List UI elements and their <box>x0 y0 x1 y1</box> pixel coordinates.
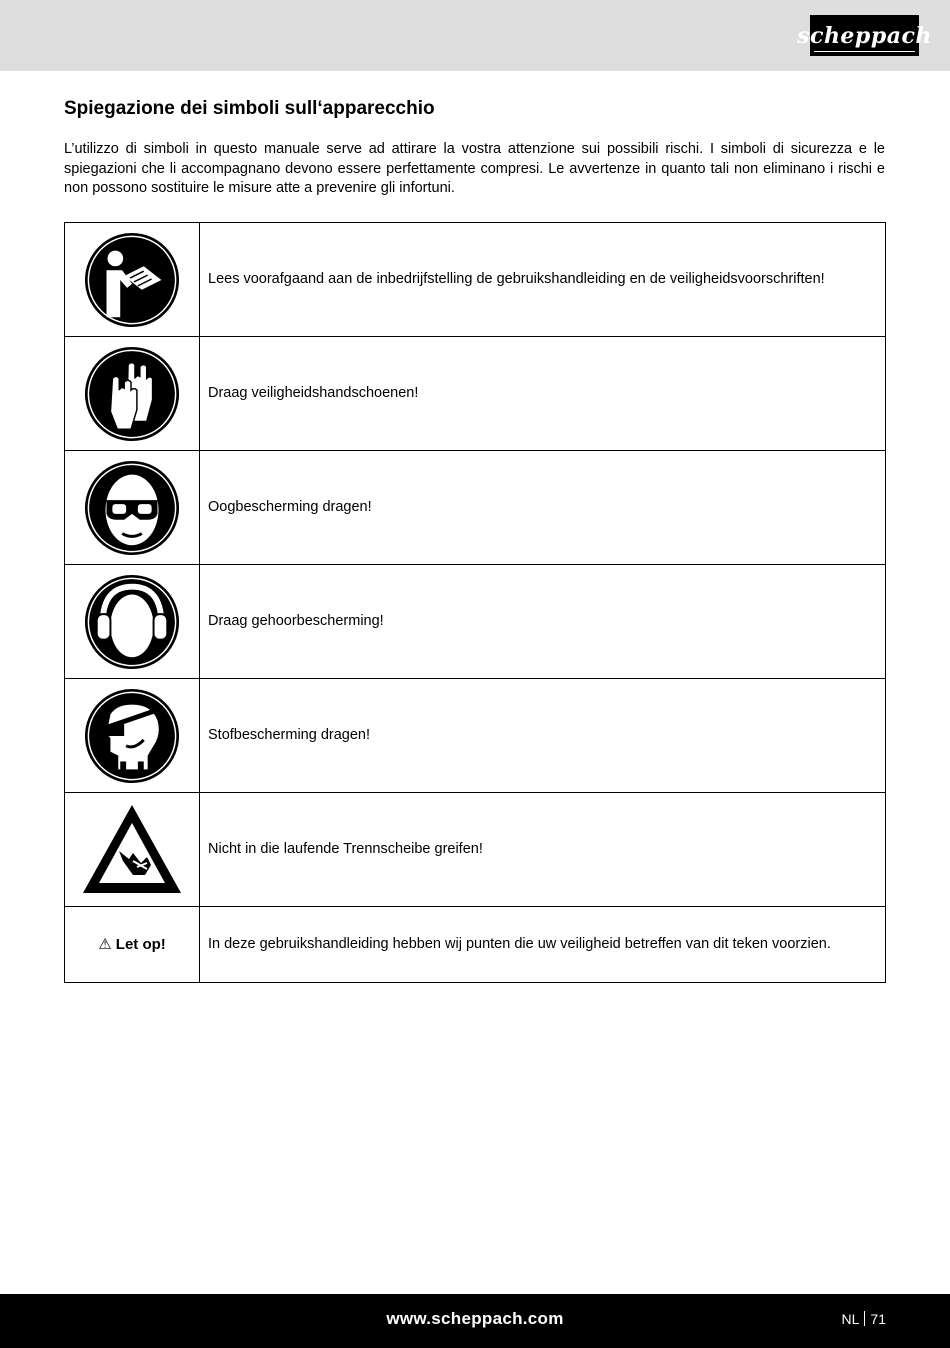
table-row <box>65 679 886 793</box>
table-row <box>65 565 886 679</box>
table-row <box>65 793 886 907</box>
page-indicator <box>842 1311 886 1327</box>
table-row <box>65 451 886 565</box>
symbol-description: Nicht in die laufende Trennscheibe greifen! <box>200 793 886 907</box>
dust-mask-icon <box>83 687 181 785</box>
safety-gloves-icon <box>83 345 181 443</box>
table-row <box>65 907 886 983</box>
warning-label: ⚠ Let op! <box>98 936 166 953</box>
hand-blade-warning-icon <box>79 801 185 899</box>
table-row <box>65 337 886 451</box>
symbol-description: Draag veiligheidshandschoenen! <box>200 337 886 451</box>
scheppach-logo: scheppach <box>810 15 919 56</box>
eye-protection-icon <box>83 459 181 557</box>
language-code: NL <box>841 1311 860 1327</box>
symbol-description: Stofbescherming dragen! <box>200 679 886 793</box>
page-title: Spiegazione dei simboli sull‘apparecchio <box>64 98 435 119</box>
note-description: In deze gebruikshandleiding hebben wij punten die uw veiligheid betreffen van dit teken voorzien. <box>200 907 886 983</box>
footer-bar <box>0 1294 950 1348</box>
intro-paragraph: L’utilizzo di simboli in questo manuale serve ad attirare la vostra attenzione sui possibili rischi. I simboli di sicurezza e le spiegazioni che li accompagnano devono essere perfettamente compresi. Le avvertenze in quanto tali non eliminano i rischi e non possono sostituire le misure atte a prevenire gli infortuni. <box>64 141 885 196</box>
separator <box>864 1311 865 1326</box>
symbol-description: Oogbescherming dragen! <box>200 451 886 565</box>
header-bar <box>0 0 950 71</box>
symbol-description: Draag gehoorbescherming! <box>200 565 886 679</box>
symbol-description: Lees voorafgaand aan de inbedrijfstelling de gebruikshandleiding en de veiligheidsvoorschriften! <box>200 223 886 337</box>
page-number: 71 <box>870 1311 886 1327</box>
table-row <box>65 223 886 337</box>
footer-url: www.scheppach.com <box>386 1309 564 1328</box>
read-manual-icon <box>83 231 181 329</box>
hearing-protection-icon <box>83 573 181 671</box>
symbols-table <box>64 222 886 983</box>
